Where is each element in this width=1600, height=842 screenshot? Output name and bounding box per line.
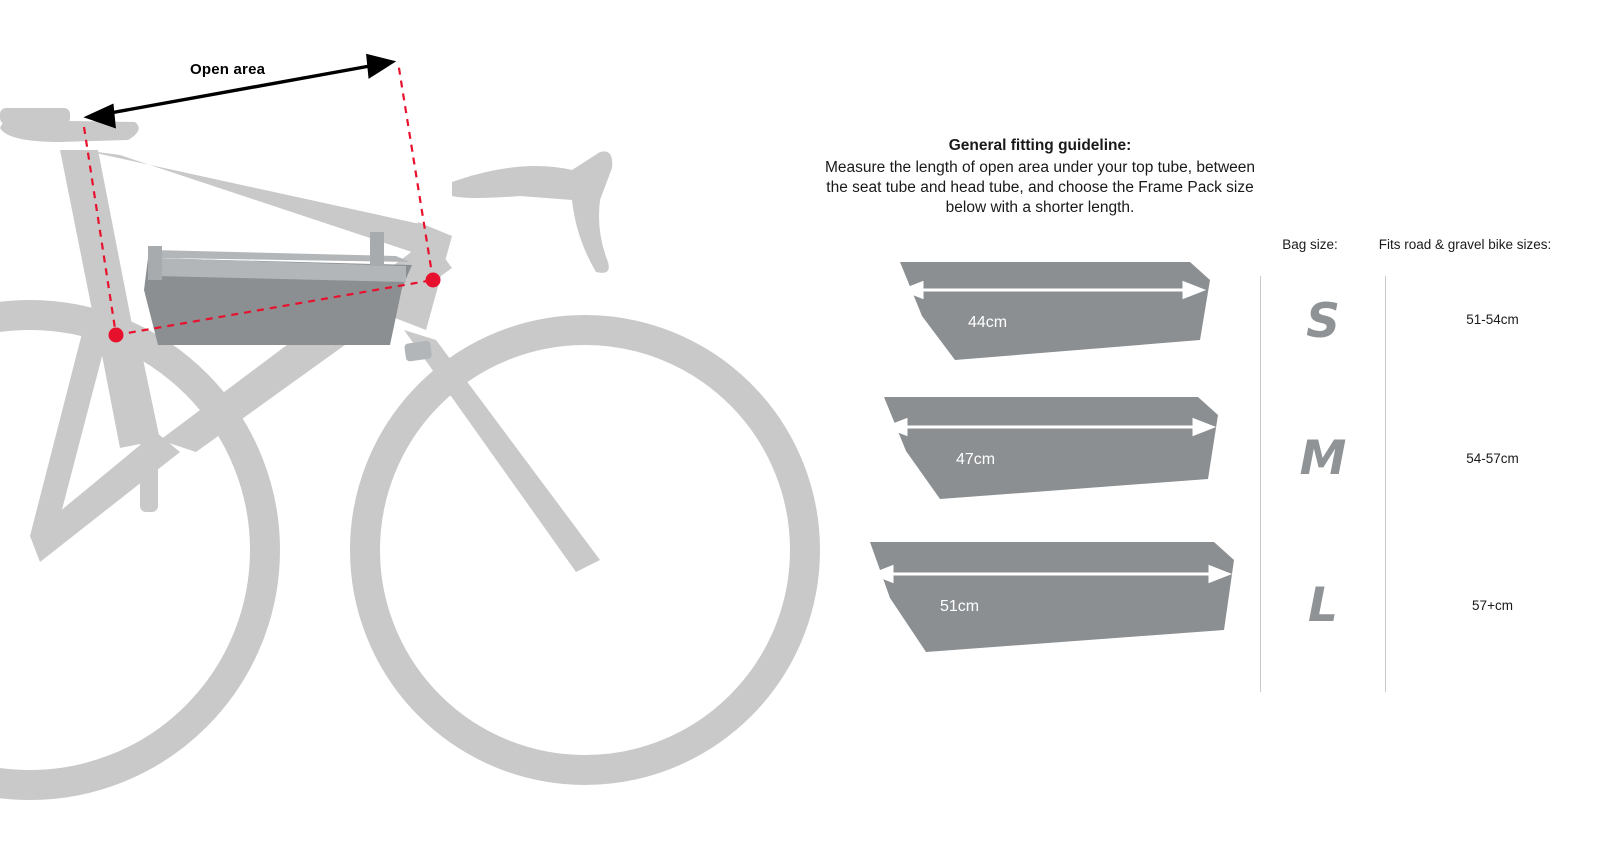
table-row <box>860 260 1600 390</box>
bag-size-letter: L <box>1308 578 1337 633</box>
bike-details <box>404 340 432 361</box>
frame-pack-bag <box>144 232 412 345</box>
size-table <box>860 230 1600 700</box>
bag-dimension-label: 47cm <box>956 451 996 468</box>
bag-shape-s <box>860 260 1240 380</box>
table-row <box>860 540 1600 670</box>
bag-fits-sizes: 51-54cm <box>1466 312 1519 327</box>
bag-dimension-label: 44cm <box>968 314 1008 331</box>
bike-frame <box>30 150 600 572</box>
bag-dimension-label: 51cm <box>940 598 980 615</box>
handlebar-icon <box>452 151 612 273</box>
bag-shape-m <box>860 395 1240 515</box>
bag-size-letter: S <box>1306 294 1339 349</box>
bag-size-letter: M <box>1299 431 1346 486</box>
guideline-body: Measure the length of open area under your top tube, between the seat tube and head tube, and choose the Frame Pack size below with a shorter length. <box>825 159 1255 216</box>
open-area-label: Open area <box>190 61 266 78</box>
column-header-bag-size: Bag size: <box>1282 237 1338 252</box>
bag-fits-sizes: 57+cm <box>1472 598 1513 613</box>
bag-fits-sizes: 54-57cm <box>1466 451 1519 466</box>
bag-shape-l <box>860 540 1240 660</box>
fitting-guideline <box>820 136 1260 218</box>
guideline-title: General fitting guideline: <box>948 137 1132 154</box>
table-row <box>860 395 1600 525</box>
column-header-fits: Fits road & gravel bike sizes: <box>1378 237 1552 252</box>
